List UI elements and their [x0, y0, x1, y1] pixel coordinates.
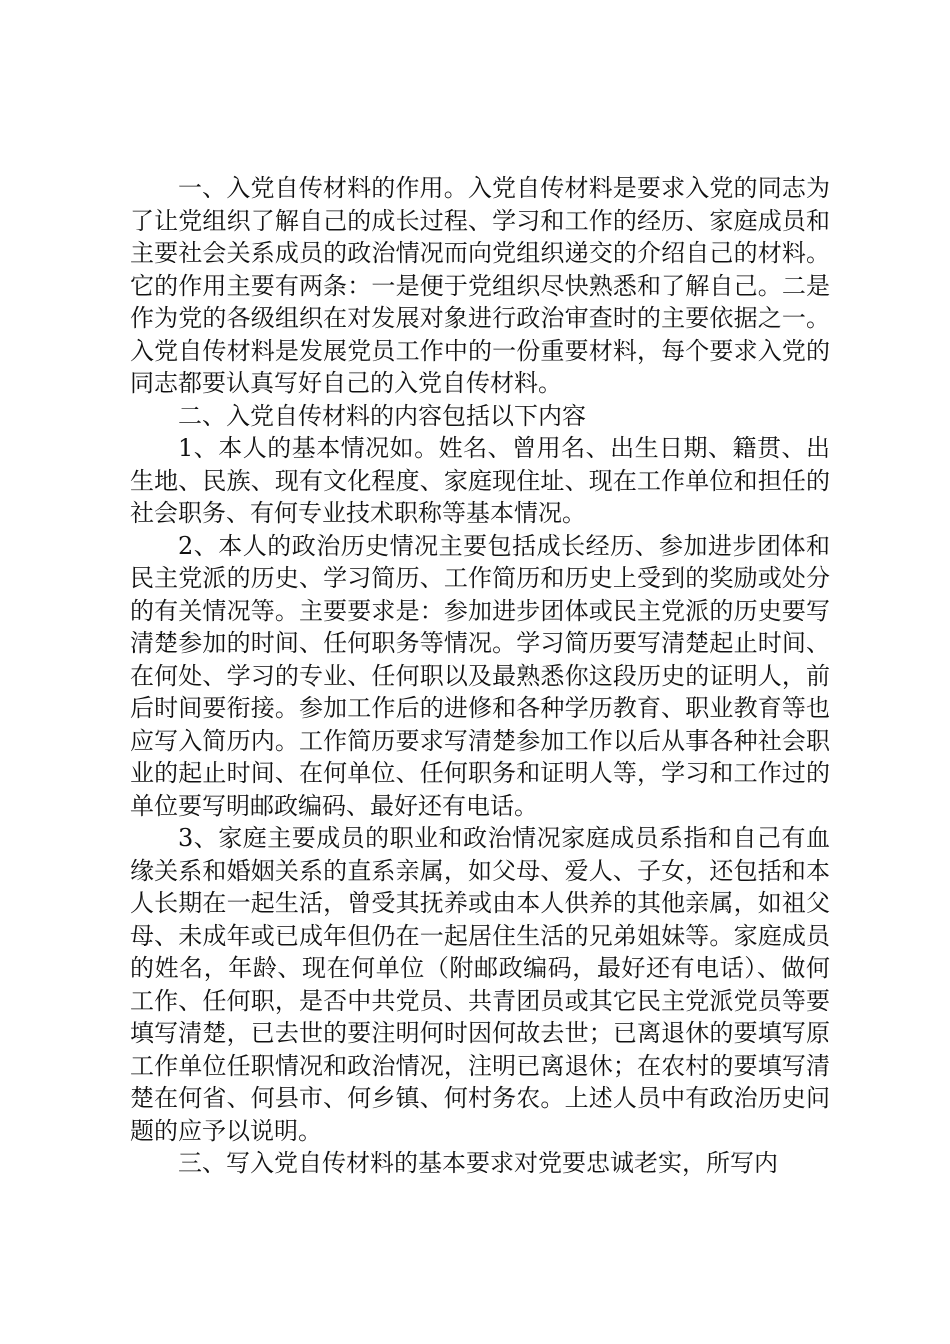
- paragraph-basic-info: 1、本人的基本情况如。姓名、曾用名、出生日期、籍贯、出生地、民族、现有文化程度、家庭现住址、现在工作单位和担任的社会职务、有何专业技术职称等基本情况。: [130, 434, 830, 527]
- document-body: [130, 172, 830, 1180]
- paragraph-contents-heading: 二、入党自传材料的内容包括以下内容: [178, 401, 586, 430]
- paragraph-role-of-autobiography: 一、入党自传材料的作用。入党自传材料是要求入党的同志为了让党组织了解自己的成长过程、学习和工作的经历、家庭成员和主要社会关系成员的政治情况而向党组织递交的介绍自己的材料。它的作用主要有两条：一是便于党组织尽快熟悉和了解自己。二是作为党的各级组织在对发展对象进行政治审查时的主要依据之一。入党自传材料是发展党员工作中的一份重要材料，每个要求入党的同志都要认真写好自己的入党自传材料。: [130, 174, 830, 397]
- paragraph-family-members: 3、家庭主要成员的职业和政治情况家庭成员系指和自己有血缘关系和婚姻关系的直系亲属，如父母、爱人、子女，还包括和本人长期在一起生活，曾受其抚养或由本人供养的其他亲属，如祖父母、未成年或已成年但仍在一起居住生活的兄弟姐妹等。家庭成员的姓名，年龄、现在何单位（附邮政编码，最好还有电话）、做何工作、任何职，是否中共党员、共青团员或其它民主党派党员等要填写清楚，已去世的要注明何时因何故去世；已离退休的要填写原工作单位任职情况和政治情况，注明已离退休；在农村的要填写清楚在何省、何县市、何乡镇、何村务农。上述人员中有政治历史问题的应予以说明。: [130, 824, 830, 1145]
- paragraph-political-history: 2、本人的政治历史情况主要包括成长经历、参加进步团体和民主党派的历史、学习简历、工作简历和历史上受到的奖励或处分的有关情况等。主要要求是：参加进步团体或民主党派的历史要写清楚参加的时间、任何职务等情况。学习简历要写清楚起止时间、在何处、学习的专业、任何职以及最熟悉你这段历史的证明人，前后时间要衔接。参加工作后的进修和各种学历教育、职业教育等也应写入简历内。工作简历要求写清楚参加工作以后从事各种社会职业的起止时间、在何单位、任何职务和证明人等，学习和工作过的单位要写明邮政编码、最好还有电话。: [130, 531, 830, 820]
- paragraph-basic-requirements: 三、写入党自传材料的基本要求对党要忠诚老实，所写内: [178, 1149, 778, 1177]
